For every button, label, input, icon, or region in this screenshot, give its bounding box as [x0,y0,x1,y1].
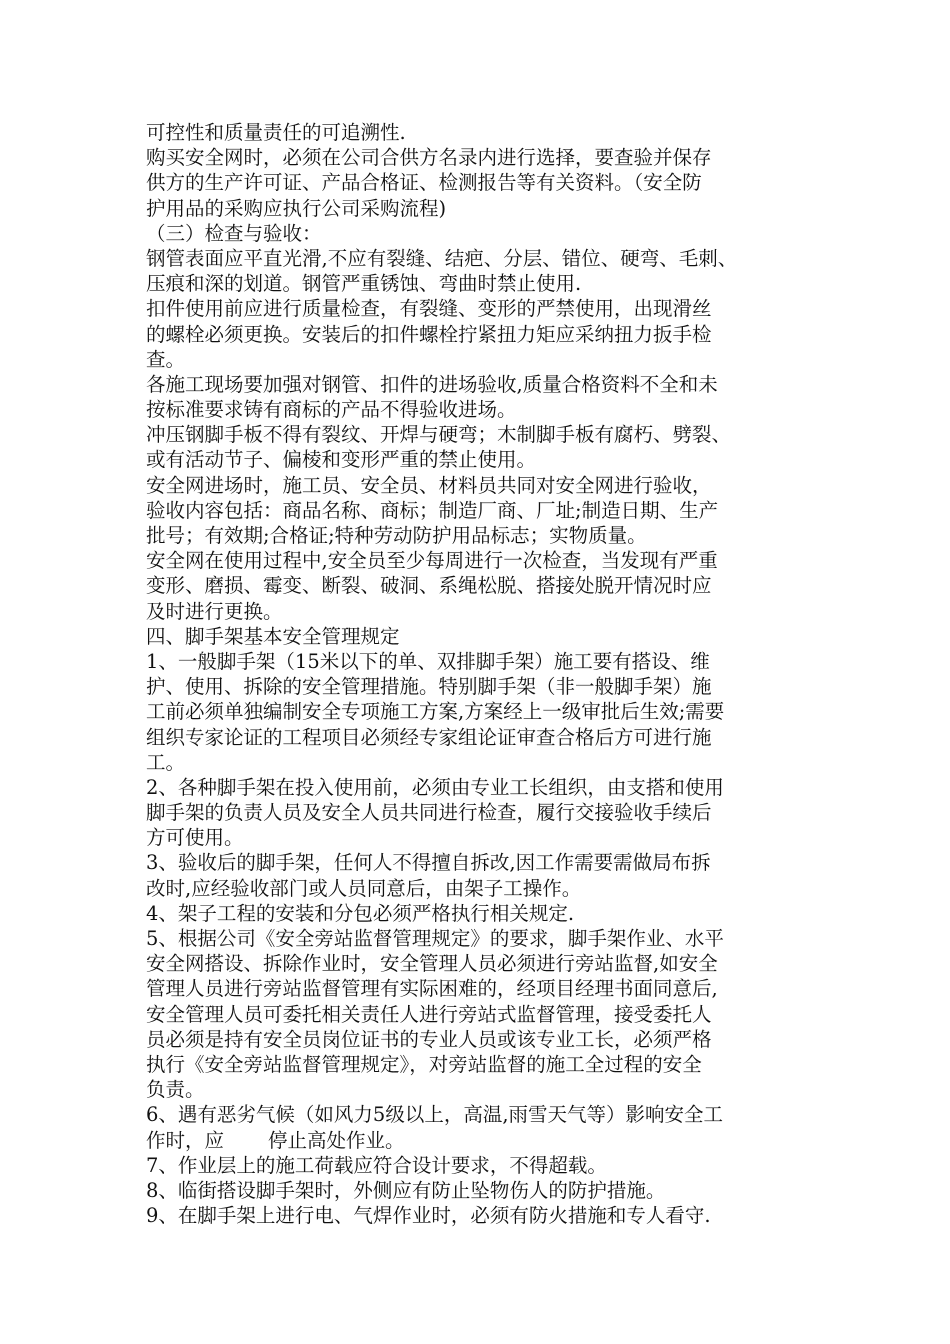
text-line: 护用品的采购应执行公司采购流程) [146,196,447,220]
text-line: 及时进行更换。 [146,599,283,623]
text-line: 扣件使用前应进行质量检查，有裂缝、变形的严禁使用，出现滑丝 [146,297,712,321]
text-line: 购买安全网时，必须在公司合供方名录内进行选择，要查验并保存 [146,146,712,170]
section-heading: （三）检查与验收： [146,221,322,245]
text-line: 查。 [146,347,186,371]
text-line-head: 作时，应 [146,1128,225,1152]
text-line: 7、作业层上的施工荷载应符合设计要求，不得超载。 [146,1153,607,1177]
text-line: 钢管表面应平直光滑,不应有裂缝、结疤、分层、错位、硬弯、毛刺、 [146,246,738,270]
text-line: 方可使用。 [146,826,244,850]
text-line: 安全管理人员可委托相关责任人进行旁站式监督管理，接受委托人 [146,1002,712,1026]
text-line: 3、验收后的脚手架，任何人不得擅自拆改,因工作需要需做局布拆 [146,851,711,875]
text-line: 员必须是持有安全员岗位证书的专业人员或该专业工长，必须严格 [146,1027,712,1051]
text-line: 冲压钢脚手板不得有裂纹、开焊与硬弯；木制脚手板有腐朽、劈裂、 [146,423,732,447]
text-line: 各施工现场要加强对钢管、扣件的进场验收,质量合格资料不全和未 [146,372,718,396]
text-line: 验收内容包括：商品名称、商标；制造厂商、厂址;制造日期、生产 [146,498,719,522]
text-line [146,1128,836,1153]
text-line: 4、架子工程的安装和分包必须严格执行相关规定. [146,901,575,925]
text-line: 2、各种脚手架在投入使用前，必须由专业工长组织，由支搭和使用 [146,775,724,799]
text-line-tail: 停止高处作业。 [268,1128,405,1152]
text-line: 管理人员进行旁站监督管理有实际困难的，经项目经理书面同意后, [146,977,718,1001]
text-line: 安全网进场时，施工员、安全员、材料员共同对安全网进行验收， [146,473,712,497]
text-line: 安全网搭设、拆除作业时，安全管理人员必须进行旁站监督,如安全 [146,952,718,976]
text-line: 6、遇有恶劣气候（如风力5级以上，高温,雨雪天气等）影响安全工 [146,1103,724,1127]
text-line: 压痕和深的划道。钢管严重锈蚀、弯曲时禁止使用. [146,272,582,296]
text-line: 批号；有效期;合格证;特种劳动防护用品标志；实物质量。 [146,524,647,547]
section-heading: 四、脚手架基本安全管理规定 [146,624,400,648]
text-line: 改时,应经验收部门或人员同意后，由架子工操作。 [146,876,582,900]
text-line: 脚手架的负责人员及安全人员共同进行检查，履行交接验收手续后 [146,801,712,825]
text-line: 可控性和质量责任的可追溯性. [146,121,406,144]
text-line: 安全网在使用过程中,安全员至少每周进行一次检查，当发现有严重 [146,549,718,573]
text-line: 供方的生产许可证、产品合格证、检测报告等有关资料。（安全防 [146,171,702,195]
text-line: 或有活动节子、偏棱和变形严重的禁止使用。 [146,448,537,472]
text-line: 按标准要求铸有商标的产品不得验收进场。 [146,398,517,422]
text-line: 负责。 [146,1078,205,1102]
text-line: 执行《安全旁站监督管理规定》，对旁站监督的施工全过程的安全 [146,1052,702,1076]
text-line: 的螺栓必须更换。安装后的扣件螺栓拧紧扭力矩应采纳扭力扳手检 [146,322,712,346]
text-line: 1、一般脚手架（15米以下的单、双排脚手架）施工要有搭设、维 [146,649,710,673]
document-body [146,120,836,1228]
text-line: 9、在脚手架上进行电、气焊作业时，必须有防火措施和专人看守. [146,1204,711,1228]
text-line: 8、临街搭设脚手架时，外侧应有防止坠物伤人的防护措施。 [146,1178,666,1202]
text-line: 工。 [146,750,186,774]
text-line: 工前必须单独编制安全专项施工方案,方案经上一级审批后生效;需要 [146,700,725,724]
text-line: 护、使用、拆除的安全管理措施。特别脚手架（非一般脚手架）施 [146,675,712,699]
text-line: 变形、磨损、霉变、断裂、破洞、系绳松脱、搭接处脱开情况时应 [146,574,712,598]
text-line: 组织专家论证的工程项目必须经专家组论证审查合格后方可进行施 [146,725,712,749]
text-line: 5、根据公司《安全旁站监督管理规定》的要求，脚手架作业、水平 [146,927,724,950]
